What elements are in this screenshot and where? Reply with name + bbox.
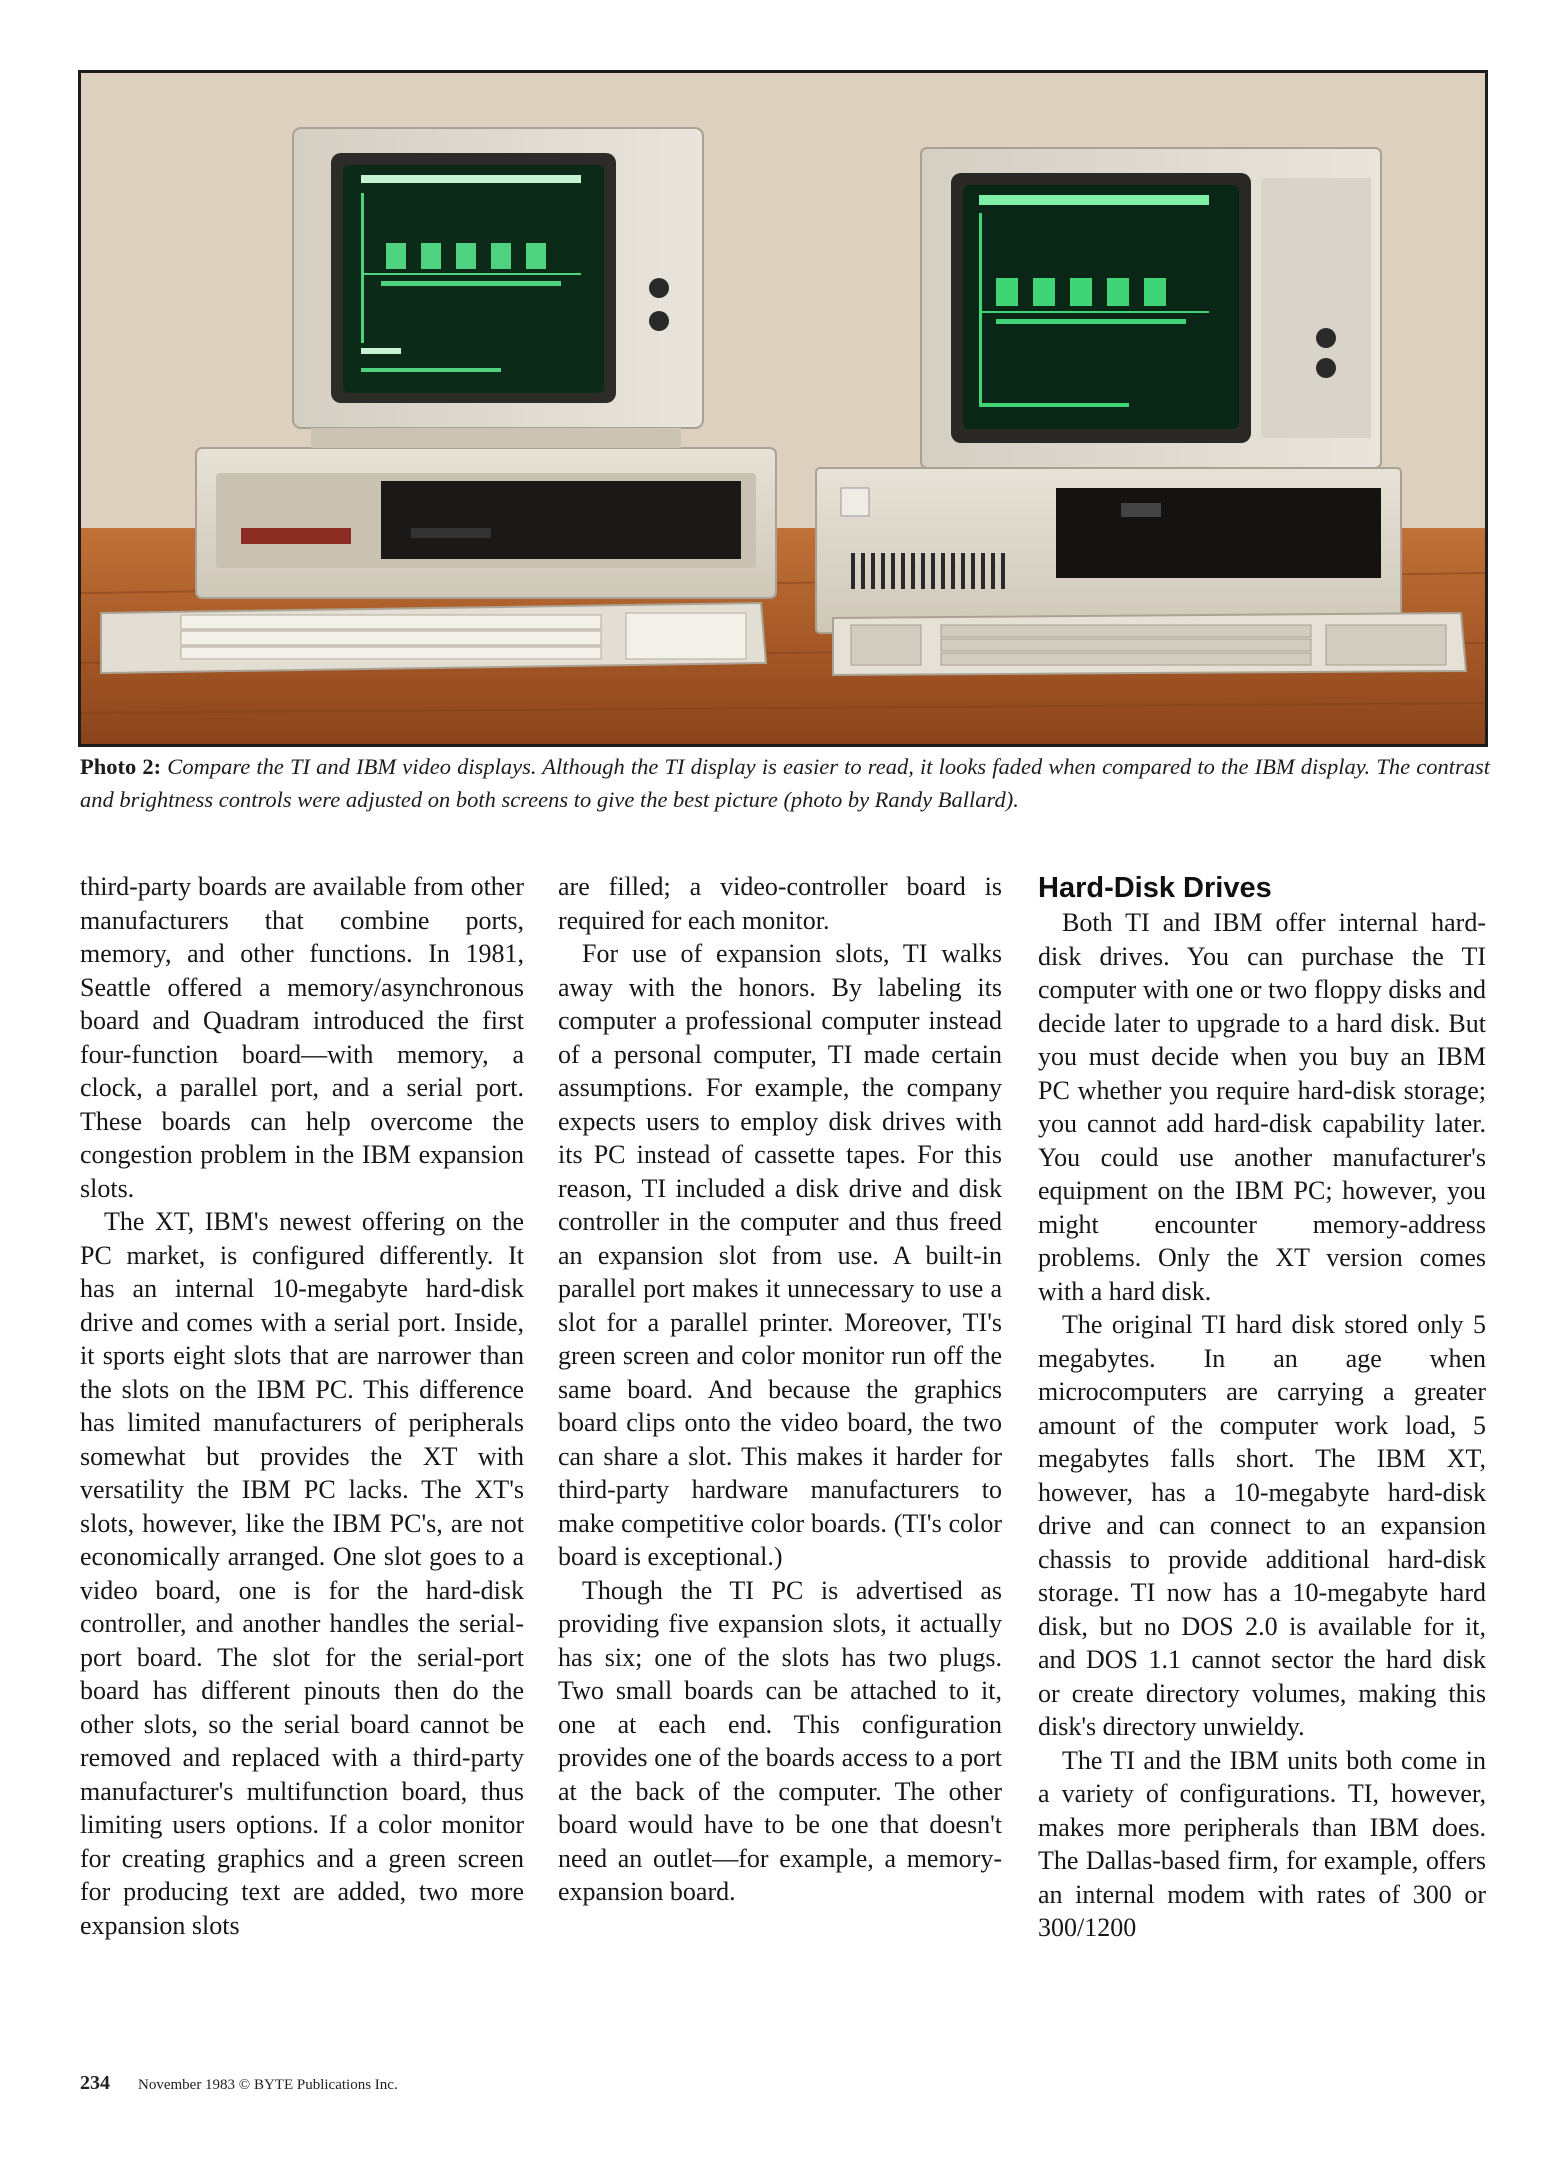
caption-text: Compare the TI and IBM video displays. Although the TI display is easier to read, it looks faded when compared to the IBM display. The contrast and brightness controls were adjusted on both screens to give the best picture (photo by Randy Ballard). bbox=[80, 754, 1490, 812]
photo-two-computers bbox=[78, 70, 1488, 747]
paragraph: Though the TI PC is advertised as providing five expansion slots, it actually has six; one of the slots has two plugs. Two small boards can be attached to it, one at each end. This configuration provides one of the boards access to a port at the back of the computer. The other board would have to be one that doesn't need an outlet—for example, a memory-expansion board. bbox=[558, 1575, 1002, 1906]
paragraph: Both TI and IBM offer internal hard-disk drives. You can purchase the TI computer with one or two floppy disks and decide later to upgrade to a hard disk. But you must decide when you buy an IBM PC whether you require hard-disk storage; you cannot add hard-disk capability later. You could use another manufacturer's equipment on the IBM PC; however, you might encounter memory-address problems. Only the XT version comes with a hard disk. bbox=[1038, 908, 1486, 1306]
section-heading: Hard-Disk Drives bbox=[1038, 872, 1272, 904]
ti-screen bbox=[343, 165, 604, 393]
text-column-1 bbox=[80, 870, 524, 1942]
ibm-screen bbox=[963, 185, 1239, 429]
page-number: 234 bbox=[80, 2072, 110, 2094]
photo-caption bbox=[80, 750, 1490, 816]
paragraph: The TI and the IBM units both come in a variety of configurations. TI, however, makes more peripherals than IBM does. The Dallas-based firm, for example, offers an internal modem with rates of 300 or 300/1200 bbox=[1038, 1745, 1486, 1942]
page-footer bbox=[80, 2072, 398, 2095]
text-column-2 bbox=[558, 870, 1002, 1909]
footer-credit: November 1983 © BYTE Publications Inc. bbox=[138, 2077, 398, 2093]
paragraph: third-party boards are available from other manufacturers that combine ports, memory, and other functions. In 1981, Seattle offered a memory/asynchronous board and Quadram introduced the first four-function board—with memory, a clock, a parallel port, and a serial port. These boards can help overcome the congestion problem in the IBM expansion slots. bbox=[80, 872, 524, 1203]
caption-lead: Photo 2: bbox=[80, 754, 162, 779]
paragraph: are filled; a video-controller board is required for each monitor. bbox=[558, 872, 1002, 935]
paragraph: For use of expansion slots, TI walks away with the honors. By labeling its computer a professional computer instead of a personal computer, TI made certain assumptions. For example, the company expects users to employ disk drives with its PC instead of cassette tapes. For this reason, TI included a disk drive and disk controller in the computer and thus freed an expansion slot from use. A built-in parallel port makes it unnecessary to use a slot for a parallel printer. Moreover, TI's green screen and color monitor run off the same board. And because the graphics board clips onto the video board, the two can share a slot. This makes it harder for third-party hardware manufacturers to make competitive color boards. (TI's color board is exceptional.) bbox=[558, 939, 1002, 1571]
text-column-3 bbox=[1038, 870, 1486, 1945]
photo-illustration bbox=[81, 73, 1485, 744]
paragraph: The XT, IBM's newest offering on the PC market, is configured differently. It has an internal 10-megabyte hard-disk drive and comes with a serial port. Inside, it sports eight slots that are narrower than the slots on the IBM PC. This difference has limited manufacturers of peripherals somewhat but provides the XT with versatility the IBM PC lacks. The XT's slots, however, like the IBM PC's, are not economically arranged. One slot goes to a video board, one is for the hard-disk controller, and another handles the serial-port board. The slot for the serial-port board has different pinouts then do the other slots, so the serial board cannot be removed and replaced with a third-party manufacturer's multifunction board, thus limiting users options. If a color monitor for creating graphics and a green screen for producing text are added, two more expansion slots bbox=[80, 1207, 524, 1940]
paragraph: The original TI hard disk stored only 5 megabytes. In an age when microcomputers are carrying a greater amount of the computer work load, 5 megabytes falls short. The IBM XT, however, has a 10-megabyte hard-disk drive and can connect to an expansion chassis to provide additional hard-disk storage. TI now has a 10-megabyte hard disk, but no DOS 2.0 is available for it, and DOS 1.1 cannot sector the hard disk or create directory volumes, making this disk's directory unwieldy. bbox=[1038, 1310, 1486, 1741]
